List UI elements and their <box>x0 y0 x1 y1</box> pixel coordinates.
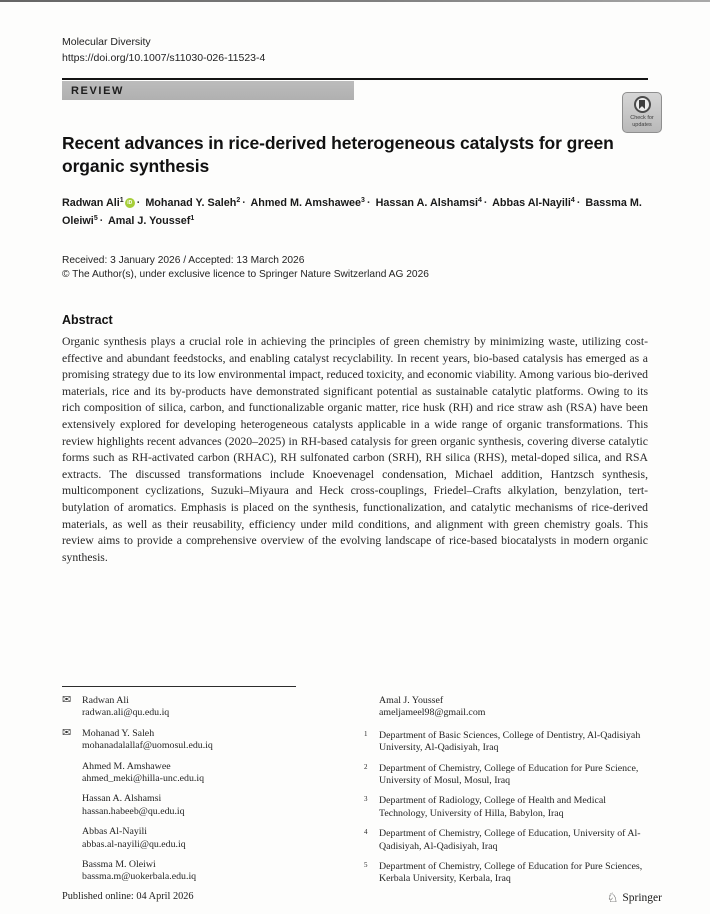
author-separator: · <box>99 215 104 227</box>
author-separator: · <box>136 197 141 209</box>
article-type-badge <box>62 81 354 100</box>
journal-name: Molecular Diversity <box>62 36 151 48</box>
abstract-text: Organic synthesis plays a crucial role in achieving the principles of green chemistry by minimizing waste, utilizing cost-effective and abundant feedstocks, and enabling catalyst recyclability. In recent years, bio-based catalysis has emerged as a promising strategy due to its low environmental impact, reduced toxicity, and economic viability. Among various bio-derived materials, rice and its by-products have demonstrated significant potential as sustainable catalytic platforms. Owing to its rich composition of silica, carbon, and functionalizable organic matter, rice husk (RH) and rice straw ash (RSA) have been extensively explored for developing heterogeneous catalysts applicable in a wide range of organic transformations. This review highlights recent advances (2020–2025) in RH-based catalysis for green organic synthesis, covering diverse catalytic forms such as RH-activated carbon (RHAC), RH sulfonated carbon (SRH), RH silica (RHS), metal-doped silica, and RSA extracts. The discussed transformations include Knoevenagel condensation, Michael addition, Hantzsch synthesis, multicomponent cyclizations, Suzuki–Miyaura and Heck cross-couplings, Friedel–Crafts alkylation, benzylation, tert-butylation of aromatics. Emphasis is placed on the synthesis, functionalization, and catalytic mechanisms of rice-derived materials, as well as their reusability, efficiency under mild conditions, and alignment with green chemistry goals. This review aims to provide a comprehensive overview of the evolving landscape of rice-based biocatalysts in modern organic synthesis. <box>62 335 648 564</box>
springer-horse-icon: ♘ <box>606 890 619 905</box>
affiliation-number: 3 <box>364 795 368 804</box>
contact-entry <box>62 695 362 720</box>
envelope-icon: ✉ <box>62 694 72 706</box>
contact-entry <box>62 859 362 884</box>
orcid-icon[interactable]: iD <box>125 198 135 208</box>
envelope-icon: ✉ <box>62 726 72 739</box>
abstract-heading: Abstract <box>62 313 113 327</box>
affiliation-text: Department of Radiology, College of Health and Medical Technology, University of Hilla, Babylon, Iraq <box>379 795 606 819</box>
contact-email[interactable]: mohanadalallaf@uomosul.edu.iq <box>82 740 213 752</box>
received-accepted-line: Received: 3 January 2026 / Accepted: 13 March 2026 <box>62 255 305 266</box>
contact-name: Bassma M. Oleiwi <box>82 859 156 871</box>
affiliation-entry <box>362 795 648 820</box>
dates-block <box>62 254 648 281</box>
author: Amal J. Youssef$^1$ <box>107 215 195 227</box>
author: Abbas Al-Nayili$^4$ <box>492 197 575 209</box>
copyright-line: © The Author(s), under exclusive licence to Springer Nature Switzerland AG 2026 <box>62 268 429 280</box>
affiliation-entry <box>362 763 648 788</box>
contact-email[interactable]: bassma.m@uokerbala.edu.iq <box>82 871 197 883</box>
affiliation-number: 1 <box>364 729 368 738</box>
springer-logo <box>607 891 662 904</box>
contact-name: Abbas Al-Nayili <box>82 826 148 838</box>
correspondence-column <box>62 695 362 894</box>
contact-email[interactable]: radwan.ali@qu.edu.iq <box>82 707 170 719</box>
author: Bassma M. Oleiwi$^5$ <box>62 197 642 227</box>
affiliation-entry <box>362 828 648 853</box>
contact-entry <box>362 695 648 720</box>
affiliation-number: 5 <box>364 861 368 870</box>
check-for-updates-label: Check for updates <box>630 115 654 128</box>
footnotes <box>62 695 648 894</box>
page-title: Recent advances in rice-derived heterogeneous catalysts for green organic synthesis <box>62 133 614 176</box>
affiliations-column <box>362 695 648 894</box>
author: Ahmed M. Amshawee$^3$ <box>250 197 365 209</box>
affiliation-text: Department of Basic Sciences, College of Dentistry, Al-Qadisiyah University, Al-Qadisiyah, Iraq <box>379 729 641 754</box>
contact-email[interactable]: ahmed_meki@hilla-unc.edu.iq <box>82 773 205 785</box>
published-online-line: Published online: 04 April 2026 <box>62 891 194 902</box>
author-separator: · <box>483 197 488 209</box>
bookmark-icon <box>639 100 645 109</box>
doi-link[interactable]: https://doi.org/10.1007/s11030-026-11523-4 <box>62 52 266 64</box>
contact-name: Ahmed M. Amshawee <box>82 760 171 772</box>
affiliation-number: 2 <box>364 762 368 771</box>
author: Radwan Ali$^1$ iD <box>62 197 135 209</box>
contact-name: Amal J. Youssef <box>379 695 444 706</box>
contact-name: Radwan Ali <box>82 695 129 706</box>
check-for-updates-button[interactable] <box>622 92 662 133</box>
author-separator: · <box>576 197 581 209</box>
author-list <box>62 193 648 229</box>
affiliation-text: Department of Chemistry, College of Education for Pure Sciences, Kerbala University, Kerbala, Iraq <box>379 861 643 885</box>
affiliation-entry <box>362 861 648 886</box>
author-separator: · <box>366 197 371 209</box>
affiliation-text: Department of Chemistry, College of Education for Pure Science, University of Mosul, Mosul, Iraq <box>379 762 639 787</box>
author: Hassan A. Alshamsi$^4$ <box>375 197 482 209</box>
crossmark-icon <box>634 96 651 113</box>
contact-entry <box>62 793 362 818</box>
contact-entry <box>62 761 362 786</box>
affiliation-number: 4 <box>364 828 368 837</box>
contact-email[interactable]: abbas.al-nayili@qu.edu.iq <box>82 838 186 850</box>
contact-entry <box>62 826 362 851</box>
footnote-separator <box>62 686 296 687</box>
contact-email[interactable]: hassan.habeeb@qu.edu.iq <box>82 805 185 817</box>
affiliation-text: Department of Chemistry, College of Education, University of Al-Qadisiyah, Al-Qadisiyah, Iraq <box>379 828 641 852</box>
contact-email[interactable]: ameljameel98@gmail.com <box>379 707 486 719</box>
article-type-row <box>62 81 654 128</box>
contact-name: Hassan A. Alshamsi <box>82 793 162 805</box>
affiliation-entry <box>362 730 648 755</box>
contact-entry <box>62 728 362 753</box>
publisher-name: Springer <box>622 891 662 904</box>
article-type-label: REVIEW <box>71 84 124 97</box>
author-separator: · <box>242 197 246 209</box>
header-rule <box>62 78 648 80</box>
contact-name: Mohanad Y. Saleh <box>82 727 155 739</box>
author: Mohanad Y. Saleh$^2$ <box>145 197 241 209</box>
